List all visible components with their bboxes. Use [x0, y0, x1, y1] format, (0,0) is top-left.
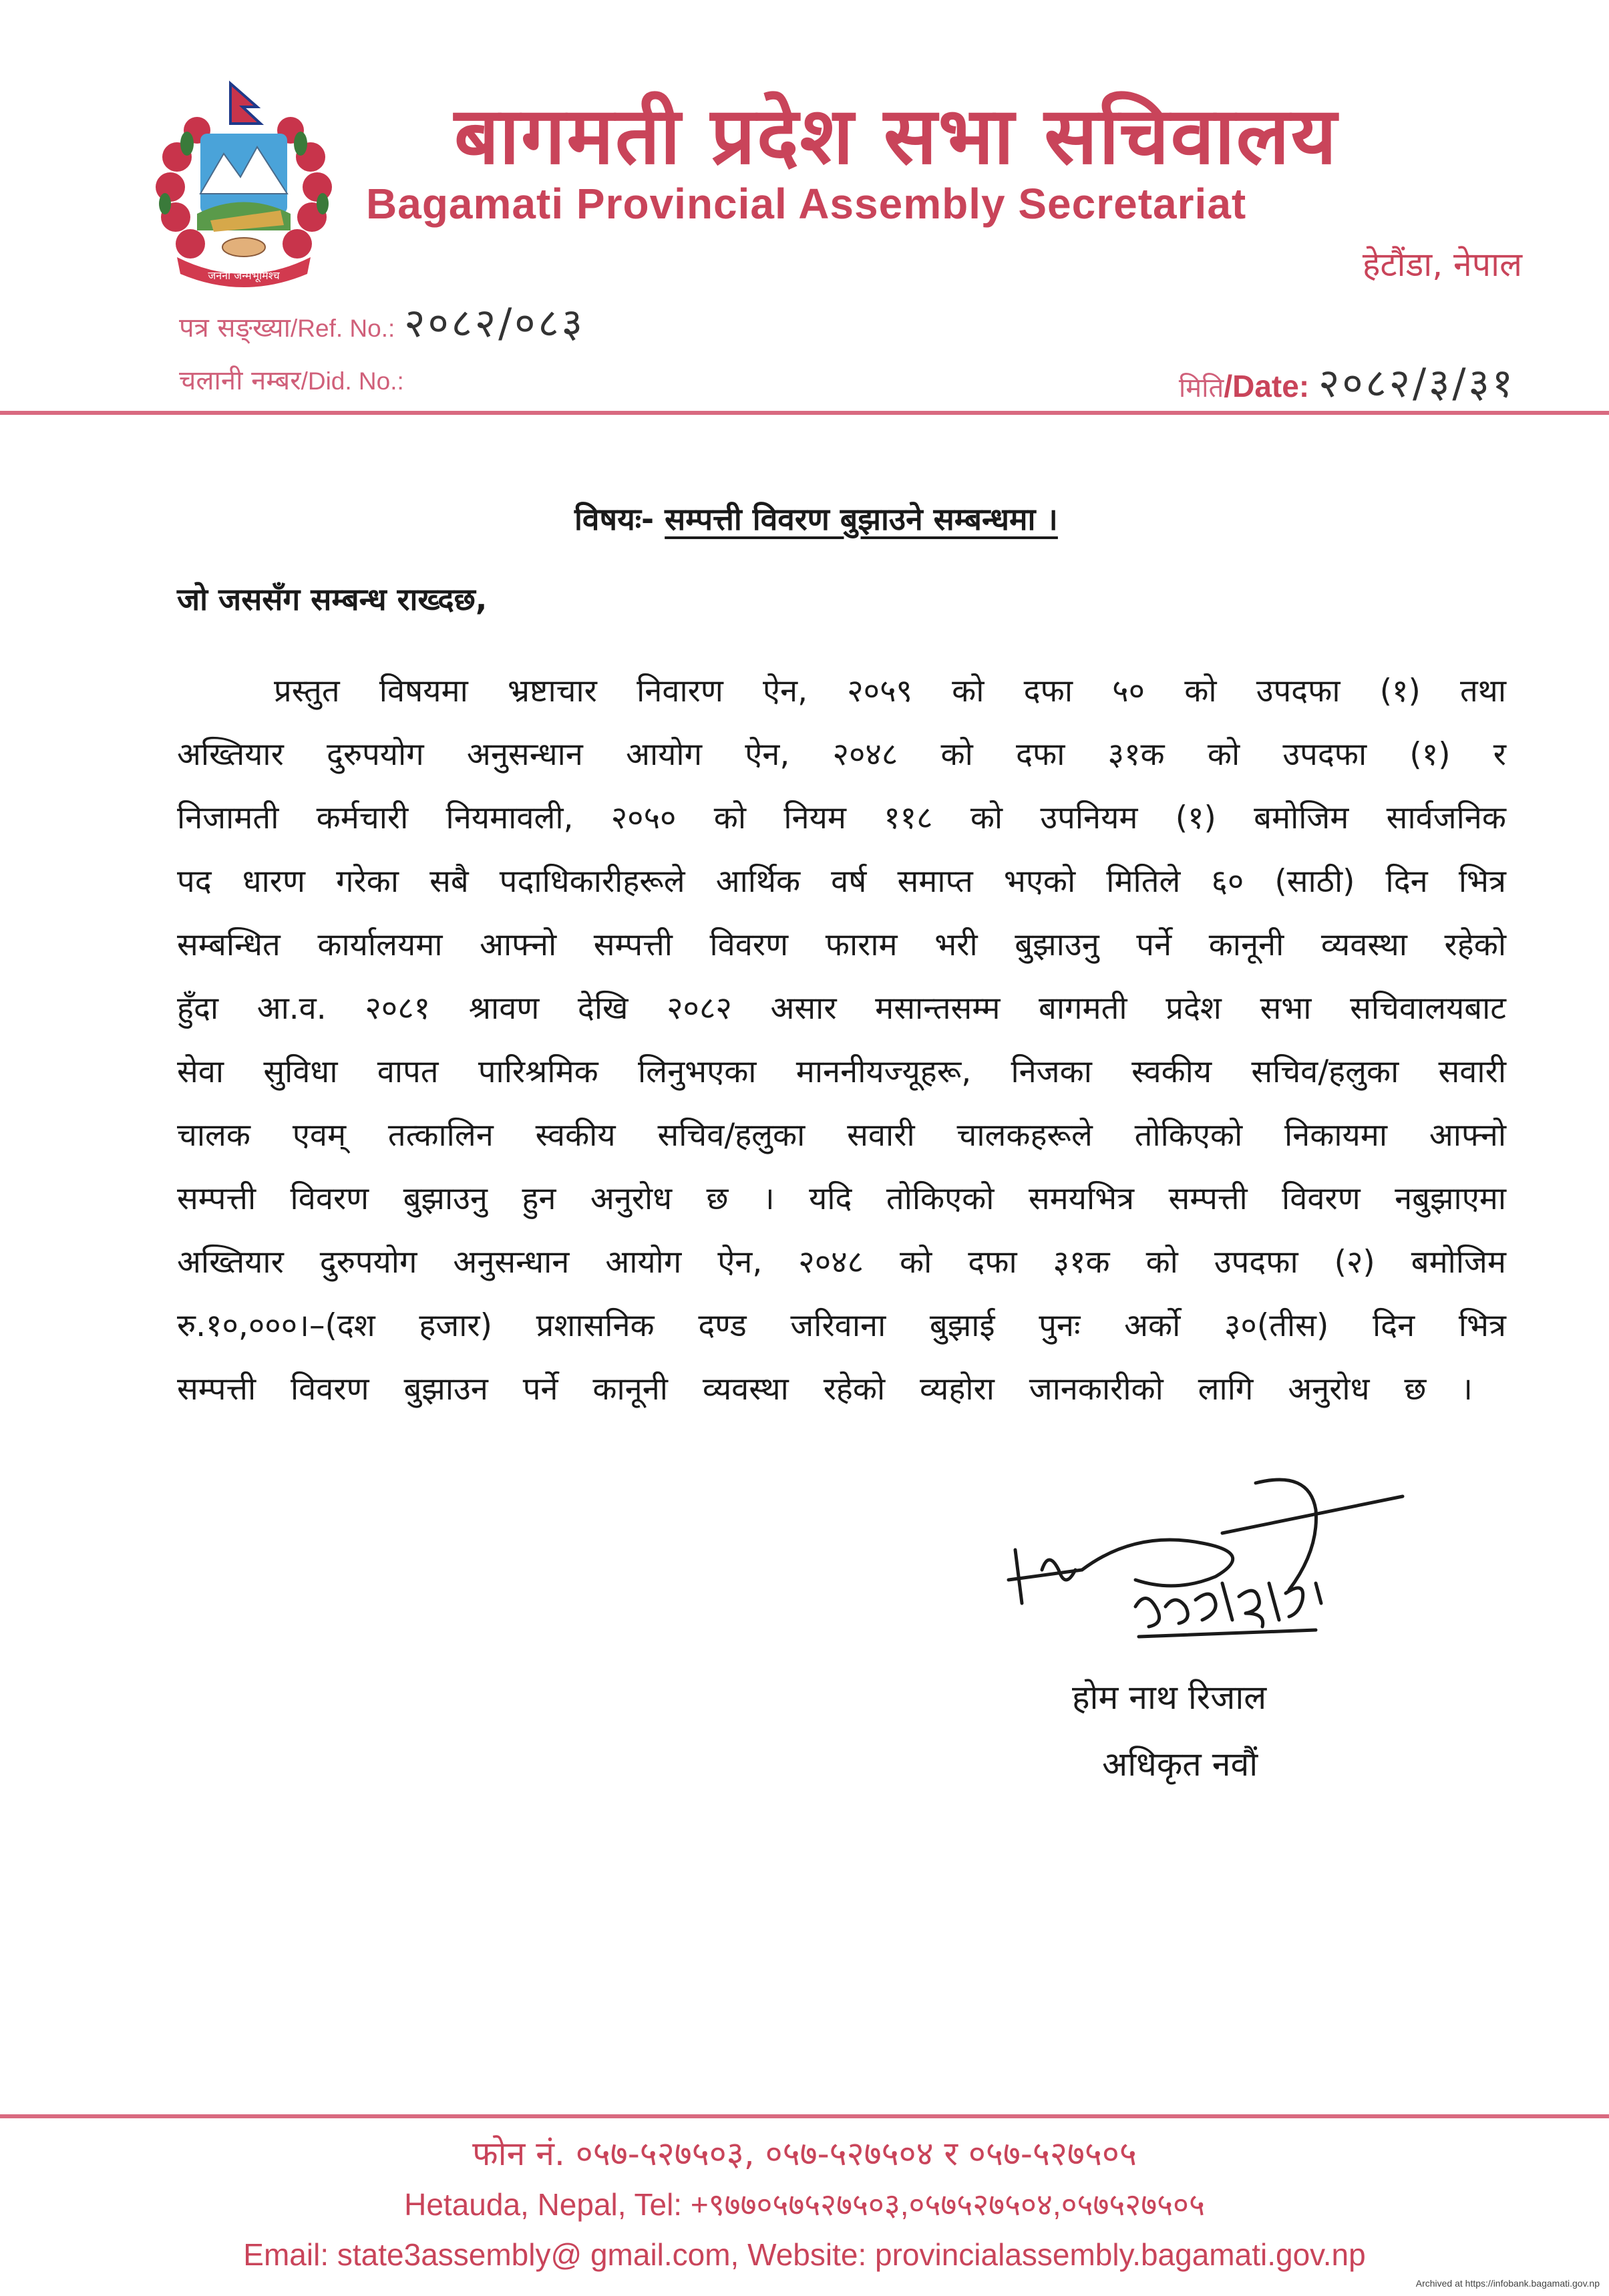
body-line-12: सम्पत्ती विवरण बुझाउन पर्ने कानूनी व्यवस्था रहेको व्यहोरा जानकारीको लागि अनुरोध छ ।	[177, 1371, 1473, 1408]
body-line-10: अख्तियार दुरुपयोग अनुसन्धान आयोग ऐन, २०४८ को दफा ३१क को उपदफा (२) बमोजिम	[177, 1244, 1506, 1281]
ref-label-english: /Ref. No.:	[291, 315, 395, 342]
date-row	[1179, 354, 1515, 409]
header-divider	[0, 411, 1609, 415]
salutation: जो जससँग सम्बन्ध राख्दछ,	[177, 581, 488, 617]
date-label-english: /Date:	[1224, 369, 1310, 403]
ref-number-value: २०८२/०८३	[404, 300, 585, 347]
subject-text: सम्पत्ती विवरण बुझाउने सम्बन्धमा ।	[665, 501, 1058, 537]
footer-address: Hetauda, Nepal, Tel: +९७७०५७५२७५०३,०५७५२७५०४,०५७५२७५०५	[404, 2187, 1205, 2222]
body-line-7: सेवा सुविधा वापत पारिश्रमिक लिनुभएका माननीयज्यूहरू, निजका स्वकीय सचिव/हलुका सवारी	[177, 1053, 1506, 1090]
signatory-name: होम नाथ रिजाल	[1072, 1678, 1267, 1717]
body-line-2: अख्तियार दुरुपयोग अनुसन्धान आयोग ऐन, २०४८ को दफा ३१क को उपदफा (१) र	[177, 736, 1506, 773]
dispatch-number-row	[179, 361, 404, 397]
handwritten-signature	[1002, 1470, 1429, 1657]
reference-number-row	[179, 294, 585, 349]
ref-label-nepali: पत्र सङ्ख्या	[179, 313, 291, 343]
archive-note: Archived at https://infobank.bagamati.gov.np	[1415, 2278, 1600, 2289]
footer-phone-numbers: फोन नं. ०५७-५२७५०३, ०५७-५२७५०४ र ०५७-५२७५०५	[472, 2134, 1137, 2173]
body-line-8: चालक एवम् तत्कालिन स्वकीय सचिव/हलुका सवारी चालकहरूले तोकिएको निकायमा आफ्नो	[177, 1117, 1506, 1154]
body-line-5: सम्बन्धित कार्यालयमा आफ्नो सम्पत्ती विवरण फाराम भरी बुझाउनु पर्ने कानूनी व्यवस्था रहेको	[177, 927, 1506, 963]
svg-text:जननी जन्मभूमिश्च: जननी जन्मभूमिश्च	[208, 269, 280, 282]
letter-subject	[574, 498, 1058, 539]
date-value: २०८२/३/३१	[1318, 360, 1515, 407]
body-line-3: निजामती कर्मचारी नियमावली, २०५० को नियम ११८ को उपनियम (१) बमोजिम सार्वजनिक	[177, 800, 1506, 836]
body-line-1: प्रस्तुत विषयमा भ्रष्टाचार निवारण ऐन, २०५९ को दफा ५० को उपदफा (१) तथा	[274, 673, 1506, 709]
footer-email-website: Email: state3assembly@ gmail.com, Website: provincialassembly.bagamati.gov.np	[243, 2237, 1366, 2272]
nepal-emblem-logo	[150, 77, 337, 291]
did-label-nepali: चलानी नम्बर	[179, 365, 301, 396]
subject-label: विषयः-	[574, 501, 655, 537]
body-line-4: पद धारण गरेका सबै पदाधिकारीहरूले आर्थिक वर्ष समाप्त भएको मितिले ६० (साठी) दिन भित्र	[177, 863, 1506, 900]
office-title-nepali: बागमती प्रदेश सभा सचिवालय	[454, 90, 1338, 182]
office-title-english: Bagamati Provincial Assembly Secretariat	[366, 180, 1247, 228]
signatory-designation: अधिकृत नवौं	[1102, 1745, 1258, 1784]
office-location: हेटौंडा, नेपाल	[1362, 245, 1522, 284]
footer-divider	[0, 2114, 1609, 2118]
body-line-9: सम्पत्ती विवरण बुझाउनु हुन अनुरोध छ । यदि तोकिएको समयभित्र सम्पत्ती विवरण नबुझाएमा	[177, 1180, 1506, 1217]
date-label-nepali: मिति	[1178, 373, 1224, 403]
body-line-6: हुँदा आ.व. २०८१ श्रावण देखि २०८२ असार मसान्तसम्म बागमती प्रदेश सभा सचिवालयबाट	[177, 990, 1506, 1027]
did-label-english: /Did. No.:	[301, 367, 404, 395]
body-line-11: रु.१०,०००।–(दश हजार) प्रशासनिक दण्ड जरिवाना बुझाई पुनः अर्को ३०(तीस) दिन भित्र	[177, 1307, 1506, 1344]
